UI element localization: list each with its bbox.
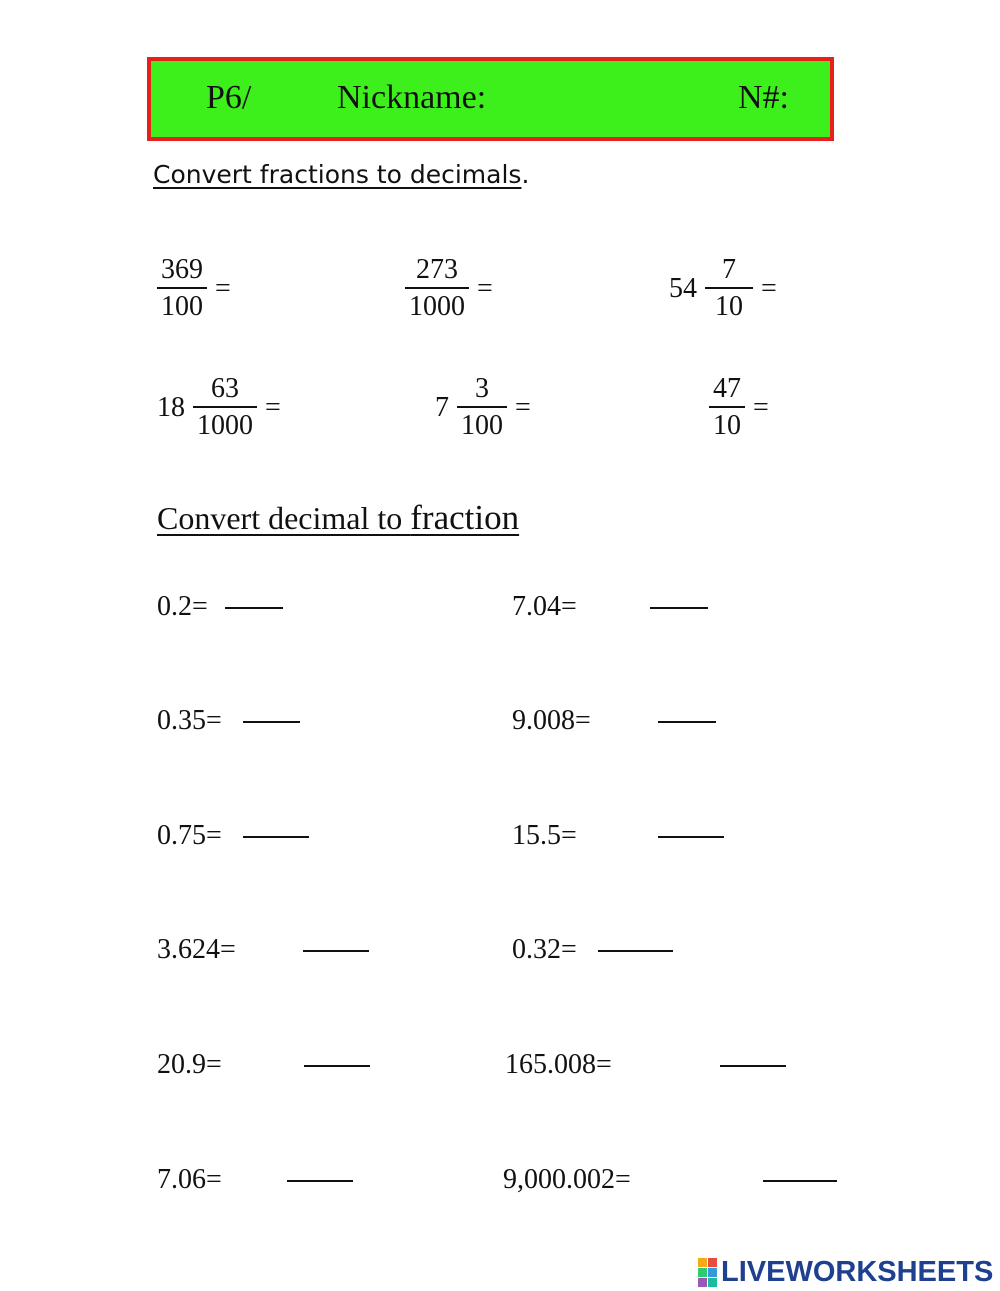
fraction [193,372,257,444]
answer-blank-11[interactable] [287,1180,353,1182]
nickname-label: Nickname: [337,79,487,116]
class-label: P6/ [206,79,252,116]
whole-number: 54 [669,273,697,304]
answer-blank-12[interactable] [763,1180,837,1182]
section-2-title: Convert decimal to fraction [157,498,520,537]
answer-blank-6[interactable] [658,836,724,838]
fraction [709,372,745,444]
logo-block [698,1268,707,1277]
fraction-item-1 [157,253,231,325]
answer-blank-10[interactable] [720,1065,786,1067]
decimal-label-11: 7.06= [157,1164,222,1195]
logo-block [708,1268,717,1277]
answer-blank-9[interactable] [304,1065,370,1067]
number-label: N#: [738,79,789,116]
fraction-item-4 [157,372,281,444]
denominator: 10 [715,291,743,322]
logo-block [708,1278,717,1287]
denominator: 10 [713,410,741,441]
denominator: 100 [461,410,503,441]
header-banner [147,57,834,141]
denominator: 1000 [197,410,253,441]
fraction-item-2 [405,253,493,325]
decimal-label-6: 15.5= [512,820,577,851]
logo-text: LIVEWORKSHEETS [721,1256,994,1288]
equals-sign: = [265,392,281,423]
equals-sign: = [215,273,231,304]
whole-number: 18 [157,392,185,423]
decimal-label-2: 7.04= [512,591,577,622]
equals-sign: = [761,273,777,304]
denominator: 1000 [409,291,465,322]
answer-blank-4[interactable] [658,721,716,723]
answer-blank-2[interactable] [650,607,708,609]
fraction [405,253,469,325]
decimal-label-7: 3.624= [157,934,236,965]
fraction [705,253,753,325]
decimal-label-1: 0.2= [157,591,208,622]
decimal-label-5: 0.75= [157,820,222,851]
answer-blank-1[interactable] [225,607,283,609]
numerator: 47 [713,373,741,404]
fraction [157,253,207,325]
fraction [457,372,507,444]
answer-blank-7[interactable] [303,950,369,952]
logo-block [708,1258,717,1267]
numerator: 369 [161,254,203,285]
fraction-item-5 [435,372,531,444]
decimal-label-10: 165.008= [505,1049,612,1080]
numerator: 3 [475,373,489,404]
logo-blocks-icon [698,1258,717,1287]
fraction-item-6 [709,372,769,444]
denominator: 100 [161,291,203,322]
numerator: 63 [211,373,239,404]
equals-sign: = [477,273,493,304]
decimal-label-4: 9.008= [512,705,591,736]
decimal-label-8: 0.32= [512,934,577,965]
equals-sign: = [515,392,531,423]
logo-block [698,1258,707,1267]
equals-sign: = [753,392,769,423]
whole-number: 7 [435,392,449,423]
section-1-title: Convert fractions to decimals. [153,160,530,189]
logo-block [698,1278,707,1287]
answer-blank-3[interactable] [243,721,300,723]
fraction-item-3 [669,253,777,325]
numerator: 7 [722,254,736,285]
decimal-label-12: 9,000.002= [503,1164,631,1195]
decimal-label-9: 20.9= [157,1049,222,1080]
decimal-label-3: 0.35= [157,705,222,736]
answer-blank-8[interactable] [598,950,673,952]
numerator: 273 [416,254,458,285]
answer-blank-5[interactable] [243,836,309,838]
liveworksheets-logo [698,1256,993,1289]
